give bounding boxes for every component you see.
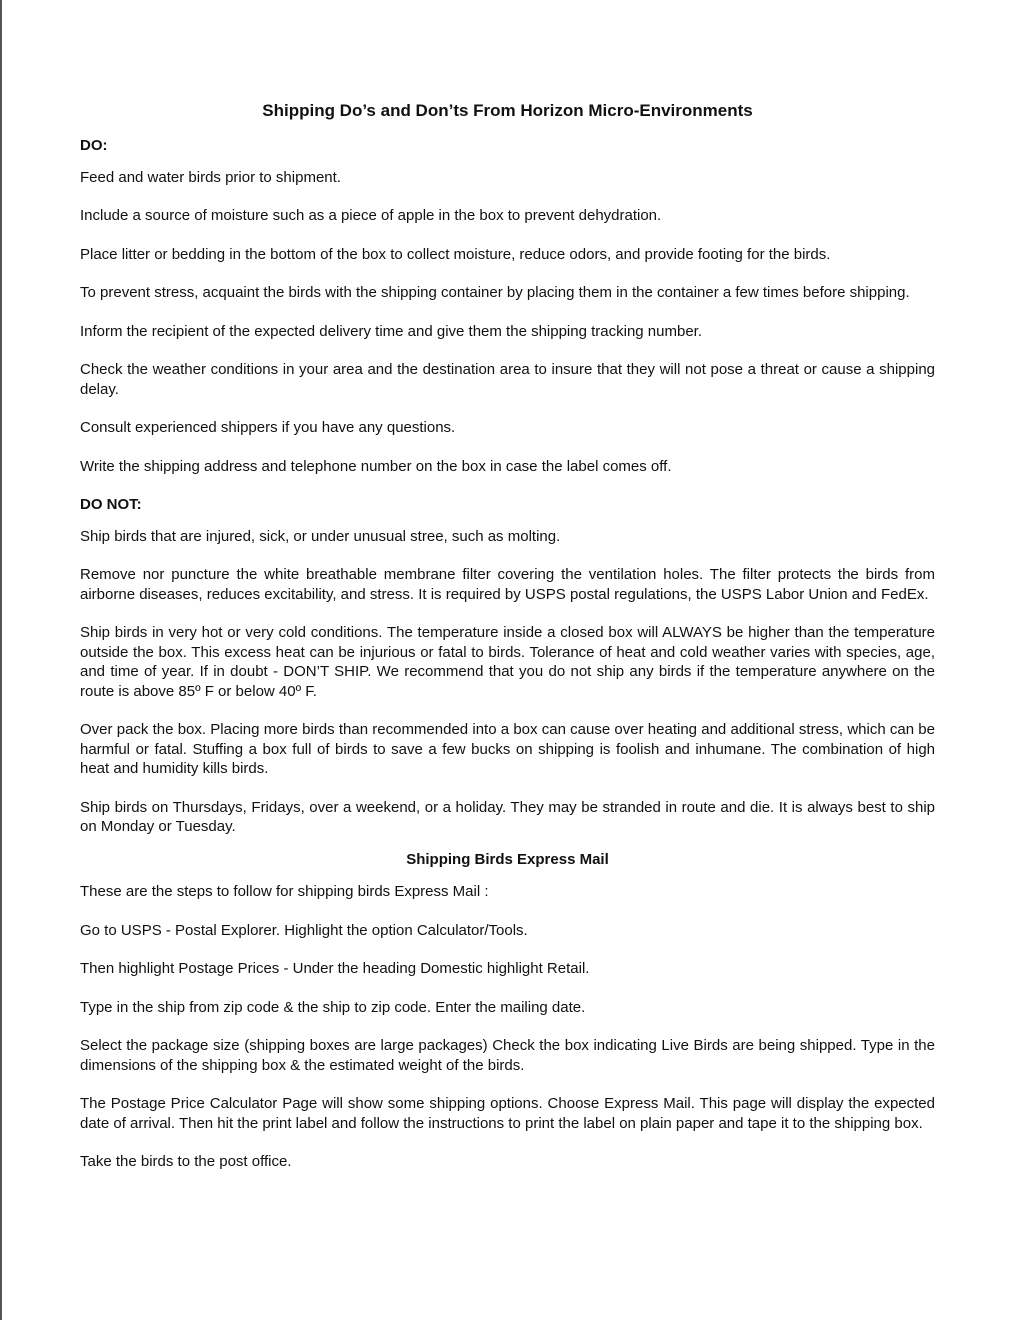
- dont-item: Ship birds that are injured, sick, or under unusual stree, such as molting.: [80, 527, 561, 545]
- do-item: Place litter or bedding in the bottom of the box to collect moisture, reduce odors, and provide footing for the birds.: [80, 245, 831, 263]
- dont-heading: DO NOT:: [80, 496, 142, 513]
- do-item: Check the weather conditions in your area and the destination area to insure that they will not pose a threat or cause a shipping delay.: [80, 361, 935, 398]
- do-item: To prevent stress, acquaint the birds with the shipping container by placing them in the container a few times before shipping.: [80, 284, 910, 301]
- page-edge: [0, 0, 2, 1320]
- express-step: Select the package size (shipping boxes are large packages) Check the box indicating Live Birds are being shipped. Type in the dimensions of the shipping box & the estimated weight of the birds.: [80, 1037, 935, 1074]
- dont-item: Over pack the box. Placing more birds than recommended into a box can cause over heating and additional stress, which can be harmful or fatal. Stuffing a box full of birds to save a few bucks on shipping is foolish and inhumane. The combination of high heat and humidity kills birds.: [80, 721, 935, 777]
- do-item: Include a source of moisture such as a piece of apple in the box to prevent dehydration.: [80, 207, 662, 224]
- express-step: Go to USPS - Postal Explorer. Highlight the option Calculator/Tools.: [80, 921, 528, 939]
- express-step: These are the steps to follow for shipping birds Express Mail :: [80, 883, 489, 900]
- do-item: Feed and water birds prior to shipment.: [80, 168, 341, 186]
- do-item: Consult experienced shippers if you have any questions.: [80, 419, 456, 436]
- do-item: Write the shipping address and telephone number on the box in case the label comes off.: [80, 457, 672, 475]
- express-heading: Shipping Birds Express Mail: [406, 850, 609, 868]
- document-page: [80, 100, 935, 1191]
- dont-item: Ship birds on Thursdays, Fridays, over a weekend, or a holiday. They may be stranded in route and die. It is always best to ship on Monday or Tuesday.: [80, 798, 935, 835]
- do-heading: DO:: [80, 137, 108, 154]
- do-item: Inform the recipient of the expected delivery time and give them the shipping tracking number.: [80, 322, 703, 340]
- document-title: Shipping Do’s and Don’ts From Horizon Micro-Environments: [262, 101, 753, 120]
- express-step: The Postage Price Calculator Page will show some shipping options. Choose Express Mail. This page will display the expected date of arrival. Then hit the print label and follow the instructions to print the label on plain paper and tape it to the shipping box.: [80, 1095, 935, 1132]
- dont-item: Ship birds in very hot or very cold conditions. The temperature inside a closed box will ALWAYS be higher than the temperature outside the box. This excess heat can be injurious or fatal to birds. Tolerance of heat and cold weather varies with species, age, and time of year. If in doubt - DON’T SHIP. We recommend that you do not ship any birds if the temperature anywhere on the route is above 85º F or below 40º F.: [80, 624, 935, 700]
- express-step: Take the birds to the post office.: [80, 1153, 292, 1170]
- express-step: Then highlight Postage Prices - Under the heading Domestic highlight Retail.: [80, 960, 590, 977]
- dont-item: Remove nor puncture the white breathable membrane filter covering the ventilation holes. The filter protects the birds from airborne diseases, reduces excitability, and stress. It is required by USPS postal regulations, the USPS Labor Union and FedEx.: [80, 566, 935, 603]
- express-step: Type in the ship from zip code & the ship to zip code. Enter the mailing date.: [80, 998, 586, 1016]
